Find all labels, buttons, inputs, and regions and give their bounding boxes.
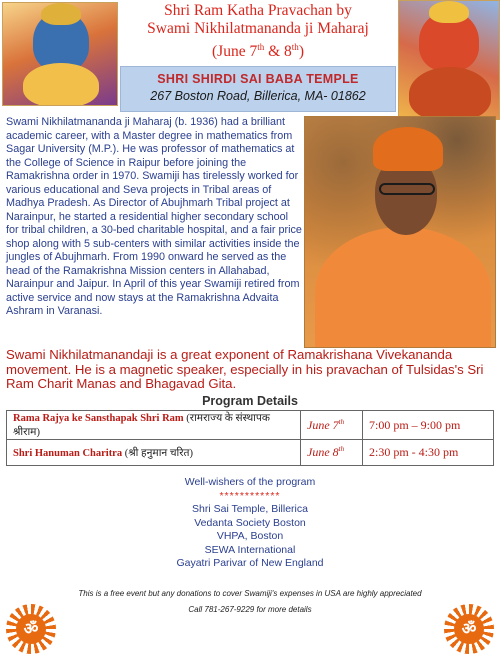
lord-ram-image [2, 2, 118, 106]
om-emblem-icon: ॐ [6, 604, 56, 654]
donation-note: This is a free event but any donations to cover Swamiji's expenses in USA are highly appreciated [78, 589, 422, 598]
swami-portrait-photo [304, 116, 496, 348]
wellwishers-title: Well-wishers of the program [184, 476, 316, 488]
table-row [7, 411, 494, 440]
biography-text: Swami Nikhilatmananda ji Maharaj (b. 1936) had a brilliant academic career, with a Master degree in mathematics from Sagar University (M.P.). He was professor of mathematics at the College of Science in Raipur before joining the Ramakrishna order in 1970. Swamiji has tirelessly worked for various educational and Seva projects in Tribal areas of Madhya Pradesh. As Director of Abujhmarh Tribal project at Narainpur, he started a residential higher secondary school for tribal children, a 30-bed charitable hospital, and a fair price shop along with 5 sub-centers with similar activities inside the jungles of Abujhmarh. From 1990 onward he served as the head of the Ramakrishna Mission centers in Allahabad, Narainpur and Jaipur. In April of this year Swamiji retired from active service and now stays at the Ramakrishna Advaita Ashram in Varanasi. [6, 116, 302, 317]
list-item: VHPA, Boston [216, 530, 284, 542]
om-emblem-icon: ॐ [444, 604, 494, 654]
program-event: Shri Hanuman Charitra (श्री हनुमान चरित) [7, 440, 301, 466]
program-time: 7:00 pm – 9:00 pm [363, 411, 494, 440]
event-title [120, 2, 396, 64]
program-table [6, 410, 494, 466]
title-line-3: (June 7th & 8th) [212, 42, 304, 61]
wellwishers-section [100, 476, 400, 571]
program-heading: Program Details [202, 394, 298, 408]
contact-note: Call 781-267-9229 for more details [188, 605, 312, 614]
list-item: Shri Sai Temple, Billerica [192, 503, 308, 515]
temple-address: 267 Boston Road, Billerica, MA- 01862 [150, 89, 366, 103]
list-item: Gayatri Parivar of New England [176, 557, 324, 569]
lord-hanuman-image [398, 0, 500, 120]
temple-banner [120, 66, 396, 112]
speaker-statement: Swami Nikhilatmanandaji is a great exponent of Ramakrishana Vivekananda movement. He is a magnetic speaker, especially in his pravachan of Tulsidas's Sri Ram Charit Manas and Bhagavad Gita. [6, 347, 484, 391]
program-date: June 8th [301, 440, 363, 466]
table-row [7, 440, 494, 466]
title-line-1: Shri Ram Katha Pravachan by [164, 2, 352, 19]
list-item: Vedanta Society Boston [194, 516, 306, 529]
program-event: Rama Rajya ke Sansthapak Shri Ram (रामराज्य के संस्थापक श्रीराम) [7, 411, 301, 440]
wellwishers-stars: ************ [219, 489, 281, 502]
program-time: 2:30 pm - 4:30 pm [363, 440, 494, 466]
temple-name: SHRI SHIRDI SAI BABA TEMPLE [157, 72, 359, 86]
title-line-2: Swami Nikhilatmananda ji Maharaj [147, 20, 369, 37]
list-item: SEWA International [204, 543, 296, 556]
program-date: June 7th [301, 411, 363, 440]
